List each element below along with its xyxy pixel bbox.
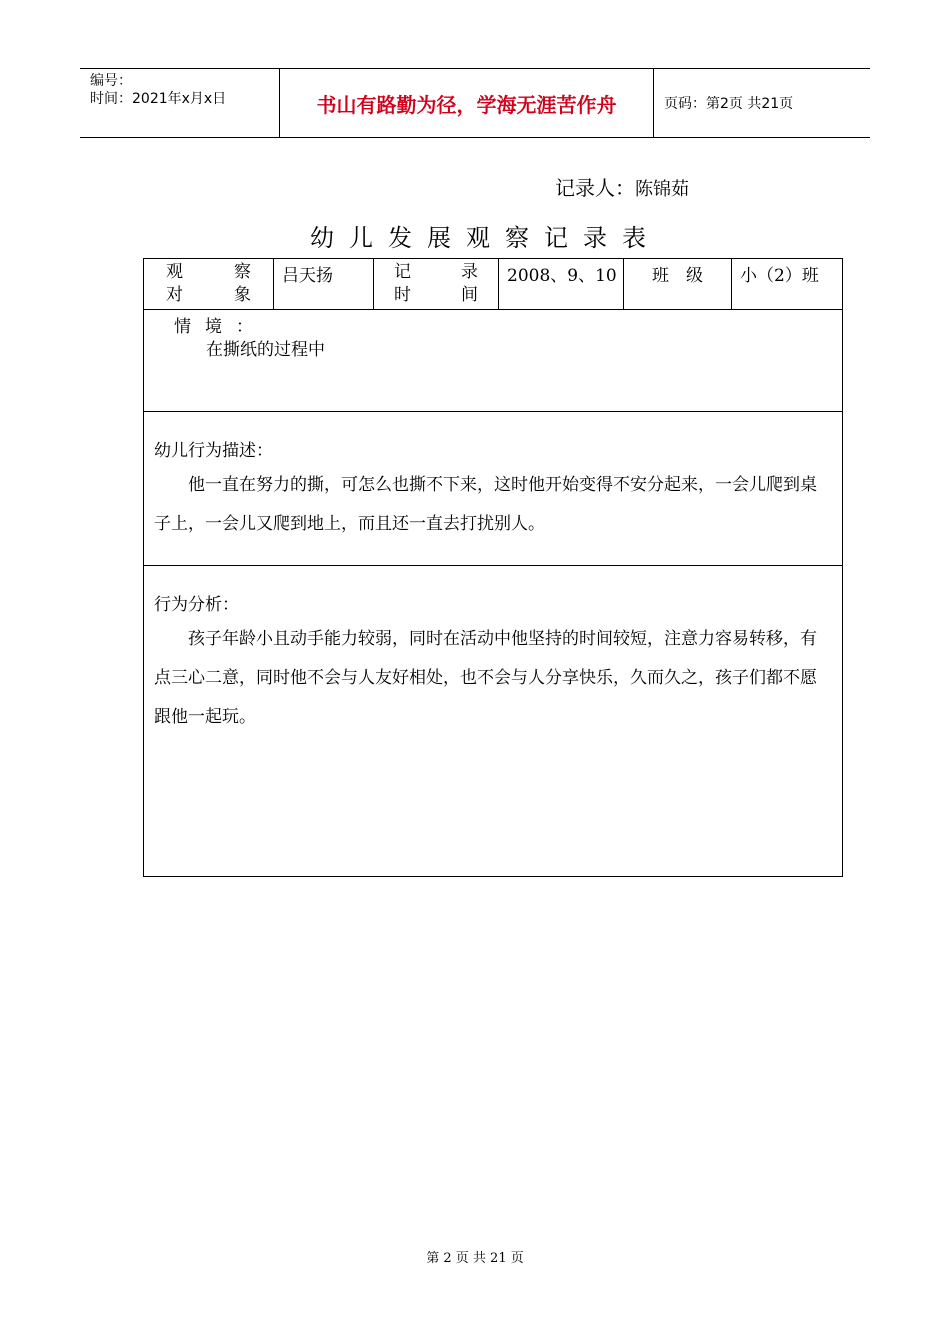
context-label: 情境： (174, 317, 267, 337)
recorder-name: 陈锦茹 (635, 179, 689, 200)
observe-target-value: 吕天扬 (274, 259, 374, 309)
observe-label-char: 察 (234, 262, 251, 282)
analysis-text: 孩子年龄小且动手能力较弱，同时在活动中他坚持的时间较短，注意力容易转移，有点三心二意，同时他不会与人友好相处，也不会与人分享快乐，久而久之，孩子们都不愿跟他一起玩。 (154, 629, 817, 727)
analysis-label: 行为分析： (154, 595, 239, 615)
class-label: 班 级 (624, 259, 732, 309)
recorder (555, 172, 689, 201)
observe-target-label (144, 259, 274, 309)
table-header-row (144, 259, 842, 310)
page-title: 幼儿发展观察记录表 (310, 224, 661, 252)
behavior-section (144, 412, 842, 566)
number-label: 编号： (90, 73, 132, 89)
record-time-label (374, 259, 499, 309)
time-label: 时间：2021年x月x日 (90, 91, 227, 107)
behavior-text: 他一直在努力的撕，可怎么也撕不下来，这时他开始变得不安分起来，一会儿爬到桌子上，一会儿又爬到地上，而且还一直去打扰别人。 (154, 475, 817, 534)
behavior-label: 幼儿行为描述： (154, 441, 273, 461)
recorder-label: 记录人： (555, 176, 635, 200)
record-time-value: 2008、9、10 (499, 259, 624, 309)
context-section (144, 310, 842, 412)
observe-label-char: 对 (166, 285, 183, 305)
analysis-section (144, 566, 842, 876)
time-label-char: 时 (394, 285, 411, 305)
context-text: 在撕纸的过程中 (206, 340, 325, 360)
header-meta (80, 69, 280, 137)
time-label-char: 间 (461, 285, 478, 305)
time-label-char: 录 (461, 262, 478, 282)
observe-label-char: 象 (234, 285, 251, 305)
observe-label-char: 观 (166, 262, 183, 282)
class-value: 小（2）班 (740, 266, 819, 286)
page-footer: 第 2 页 共 21 页 (426, 1251, 524, 1266)
time-label-char: 记 (394, 262, 411, 282)
observation-table (143, 258, 843, 877)
page-header (80, 68, 870, 138)
header-motto: 书山有路勤为径，学海无涯苦作舟 (280, 69, 654, 137)
header-page-info: 页码：第2页 共21页 (664, 96, 794, 112)
